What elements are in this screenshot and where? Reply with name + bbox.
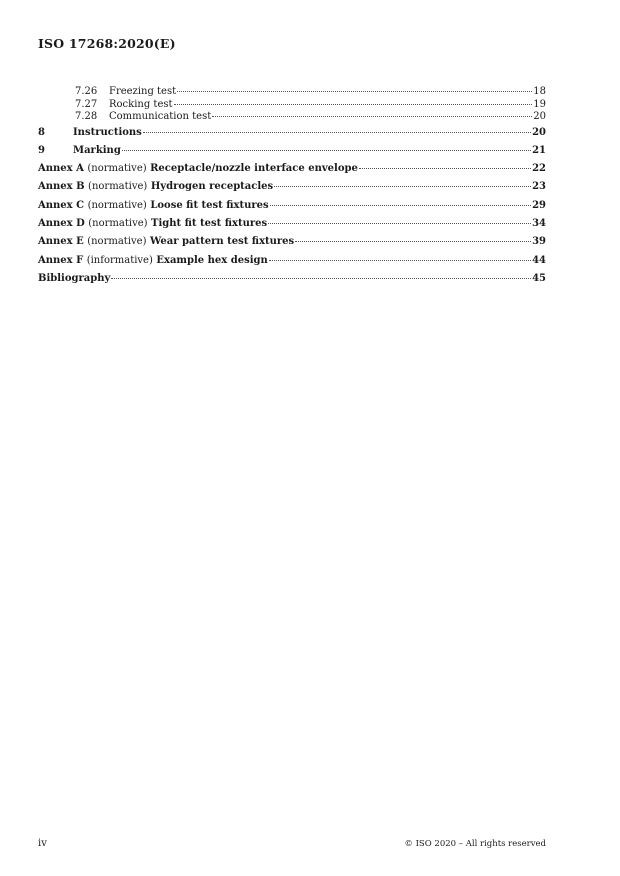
annex-title: Receptacle/nozzle interface envelope: [150, 163, 358, 175]
annex-title: Wear pattern test fixtures: [149, 236, 295, 248]
annex-type: (normative): [88, 217, 148, 229]
annex-title: Example hex design: [156, 254, 268, 266]
toc-entry-page: 23: [532, 181, 546, 193]
toc-entry-title: Marking: [73, 144, 121, 156]
toc-entry-number: 8: [38, 126, 45, 138]
toc-entry-annex-a[interactable]: [38, 160, 546, 178]
toc-entry-annex-f[interactable]: [38, 252, 546, 270]
toc-entry-page: 20: [533, 111, 546, 122]
toc-entry-7-27[interactable]: [38, 99, 546, 112]
toc-entry-7-28[interactable]: [38, 111, 546, 124]
leader-dots: [269, 259, 531, 261]
leader-dots: [143, 131, 531, 133]
leader-dots: [212, 115, 532, 117]
toc-entry-annex-d[interactable]: [38, 215, 546, 233]
toc-entry-annex-b[interactable]: [38, 178, 546, 196]
annex-type: (normative): [88, 181, 148, 193]
toc-entry-page: 21: [532, 144, 546, 156]
table-of-contents: [38, 86, 546, 288]
toc-entry-page: 44: [532, 254, 546, 266]
annex-type: (informative): [86, 254, 153, 266]
leader-dots: [274, 185, 531, 187]
toc-entry-page: 19: [533, 98, 546, 110]
annex-label: Annex E: [38, 236, 84, 248]
toc-entry-page: 20: [532, 126, 546, 138]
annex-title: Loose fit test fixtures: [150, 199, 269, 211]
annex-type: (normative): [87, 163, 147, 175]
annex-title: Tight fit test fixtures: [151, 217, 268, 229]
toc-entry-title: Freezing test: [109, 86, 177, 97]
leader-dots: [177, 90, 532, 92]
toc-entry-9[interactable]: [38, 142, 546, 160]
toc-entry-number: 7.28: [75, 111, 98, 122]
toc-entry-page: 45: [532, 272, 546, 284]
toc-entry-annex-e[interactable]: [38, 233, 546, 251]
toc-entry-page: 34: [532, 217, 546, 229]
toc-entry-page: 39: [532, 236, 546, 248]
toc-entry-title: Rocking test: [109, 98, 173, 110]
toc-entry-title: Communication test: [109, 111, 212, 122]
toc-entry-page: 22: [532, 163, 546, 175]
leader-dots: [295, 240, 531, 242]
toc-entry-number: 7.27: [75, 98, 98, 110]
annex-label: Annex F: [38, 254, 84, 266]
annex-label: Annex A: [38, 163, 84, 175]
document-header: ISO 17268:2020(E): [38, 36, 176, 51]
leader-dots: [111, 277, 531, 279]
toc-entry-7-26[interactable]: [38, 86, 546, 99]
annex-label: Annex C: [38, 199, 85, 211]
toc-entry-number: 9: [38, 144, 45, 156]
toc-entry-title: Instructions: [73, 126, 142, 138]
annex-title: Hydrogen receptacles: [150, 181, 274, 193]
annex-label: Annex D: [38, 217, 85, 229]
annex-type: (normative): [87, 236, 147, 248]
annex-type: (normative): [87, 199, 147, 211]
leader-dots: [174, 103, 533, 105]
toc-entry-title: Bibliography: [38, 272, 111, 284]
leader-dots: [122, 149, 531, 151]
page-number: iv: [38, 838, 47, 849]
leader-dots: [268, 222, 531, 224]
copyright-notice: © ISO 2020 – All rights reserved: [404, 839, 546, 849]
annex-label: Annex B: [38, 181, 85, 193]
toc-entry-page: 18: [533, 86, 546, 97]
toc-entry-bibliography[interactable]: [38, 270, 546, 288]
leader-dots: [359, 167, 531, 169]
toc-entry-8[interactable]: [38, 124, 546, 142]
toc-entry-annex-c[interactable]: [38, 197, 546, 215]
leader-dots: [270, 204, 531, 206]
toc-entry-number: 7.26: [75, 86, 98, 97]
toc-entry-page: 29: [532, 199, 546, 211]
